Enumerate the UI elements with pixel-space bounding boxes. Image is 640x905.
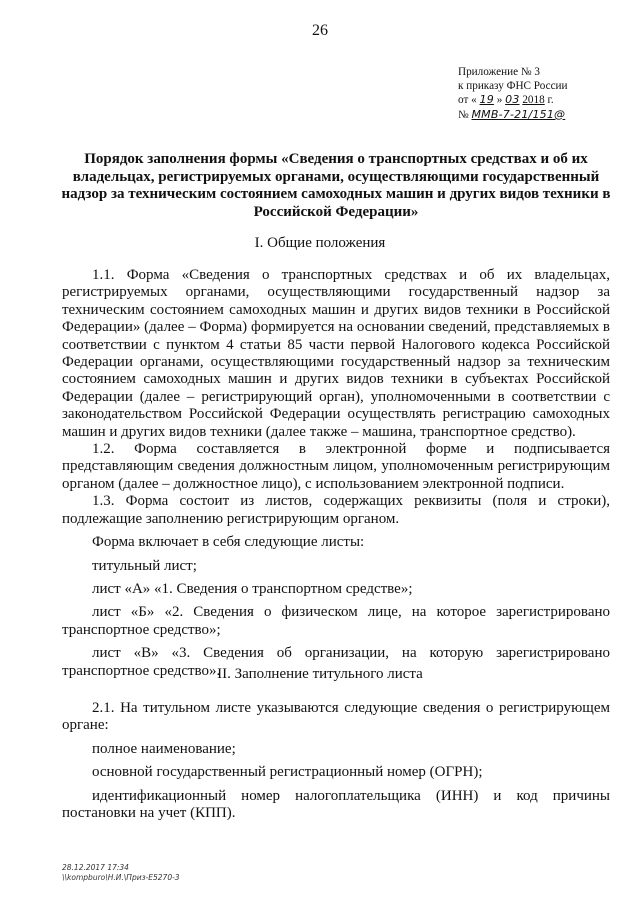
footer-file-path: \\kompburo\Н.И.\Приз-Е5270-3 [62, 872, 180, 882]
date-prefix: от « [458, 94, 477, 107]
page-number: 26 [312, 22, 328, 39]
list-item-full-name: полное наименование; [92, 740, 236, 757]
date-suffix: г. [547, 94, 554, 107]
sheet-v-item: лист «В» «3. Сведения об организации, на которую зарегистрировано транспортное средство». [62, 645, 610, 679]
paragraph-1-3: 1.3. Форма состоит из листов, содержащих реквизиты (поля и строки), подлежащие заполнению регистрирующим органом. [62, 493, 610, 527]
appendix-block [458, 66, 568, 122]
appendix-date [458, 93, 568, 108]
document-title: Порядок заполнения формы «Сведения о транспортных средствах и об их владельцах, регистрируемых органами, осуществляющими государственный надзор за техническим состоянием самоходных машин и других видов техники в Российской Федерации» [61, 151, 611, 220]
date-day: 19 [479, 93, 494, 107]
appendix-number [458, 108, 568, 123]
section-heading-general: I. Общие положения [254, 235, 386, 251]
appendix-line2: к приказу ФНС России [458, 79, 568, 92]
sheet-a-item: лист «А» «1. Сведения о транспортном средстве»; [92, 580, 413, 597]
sheets-intro: Форма включает в себя следующие листы: [92, 534, 365, 551]
sheet-title-item: титульный лист; [92, 557, 197, 574]
date-year: 2018 [522, 94, 545, 107]
footer-timestamp: 28.12.2017 17:34 [62, 863, 129, 872]
paragraph-1-1: 1.1. Форма «Сведения о транспортных средствах и об их владельцах, регистрируемых органами, осуществляющими государственный надзор за техническим состоянием самоходных машин и других видов техники в Российской Федерации» (далее – Форма) формируется на основании сведений, представляемых в соответствии с пунктом 4 статьи 85 части первой Налогового кодекса Российской Федерации органами, осуществляющими государственный надзор за техническим состоянием самоходных машин и других видов техники в субъектах Российской Федерации (далее – регистрирующий орган), уполномоченными в соответствии с законодательством Российской Федерации осуществлять регистрацию самоходных машин и других видов техники (далее также – машина, транспортное средство). [62, 267, 610, 440]
paragraph-2-1: 2.1. На титульном листе указываются следующие сведения о регистрирующем органе: [62, 700, 610, 734]
order-number: ММВ-7-21/151@ [471, 107, 566, 121]
appendix-line1: Приложение № 3 [458, 66, 540, 78]
sheet-b-item: лист «Б» «2. Сведения о физическом лице, на которое зарегистрировано транспортное средство»; [62, 604, 610, 638]
section-heading-title-page: II. Заполнение титульного листа [217, 666, 423, 682]
print-footer [62, 863, 180, 882]
list-item-ogrn: основной государственный регистрационный номер (ОГРН); [92, 764, 483, 781]
list-item-inn-kpp: идентификационный номер налогоплательщика (ИНН) и код причины постановки на учет (КПП). [62, 787, 610, 822]
date-mid: » [496, 94, 503, 107]
section-title-page-body [62, 700, 610, 822]
number-prefix: № [458, 108, 469, 121]
paragraph-1-2: 1.2. Форма составляется в электронной форме и подписывается представляющим сведения должностным лицом, уполномоченным регистрирующим органом (далее – должностное лицо), с использованием электронной подписи. [62, 441, 610, 492]
date-month: 03 [505, 93, 520, 107]
section-general-body [62, 267, 610, 680]
